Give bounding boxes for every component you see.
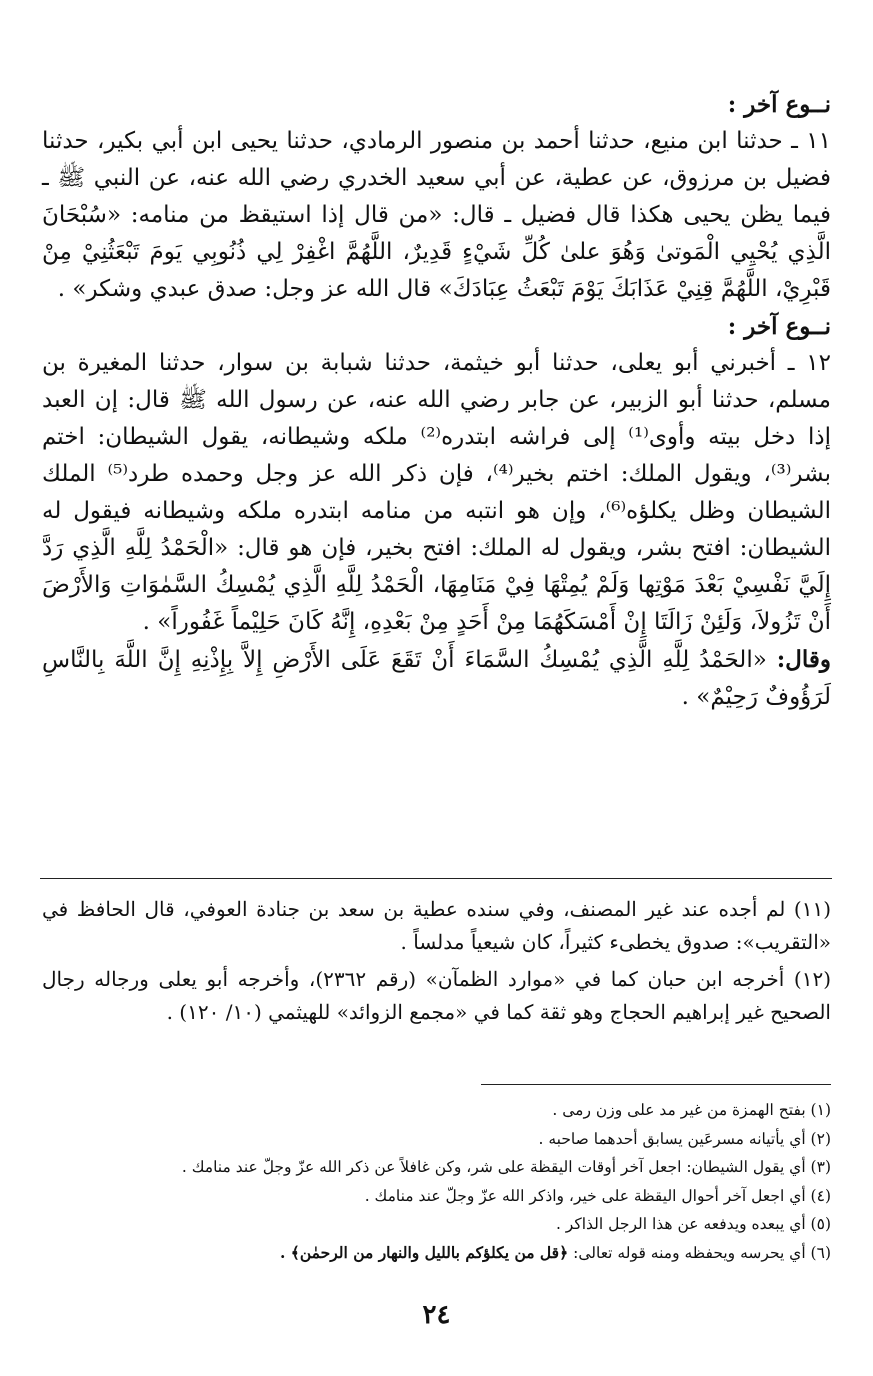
footnote-5: (٥) أي يبعده ويدفعه عن هذا الرجل الذاكر . (555, 1215, 831, 1233)
hadith-12-second-dua (42, 641, 831, 716)
footnote-1: (١) بفتح الهمزة من غير مد على وزن رمى . (552, 1101, 831, 1119)
footnote-6-quran-quote: ﴿قل من يكلؤكم بالليل والنهار من الرحمٰن﴾ . (280, 1242, 569, 1262)
main-text (42, 86, 831, 716)
footnote-6 (60, 1239, 831, 1268)
takhrij-note-12: (١٢) أخرجه ابن حبان كما في «موارد الظمآن» (رقم ٢٣٦٢)، وأخرجه أبو يعلى ورجاله رجال الصحيح غير إبراهيم الحجاج وهو ثقة كما في «مجمع الزوائد» للهيثمي (١٠/ ١٢٠) . (42, 967, 831, 1024)
hadith-12-second-text: «الحَمْدُ لِلَّهِ الَّذِي يُمْسِكُ السَّمَاءَ أَنْ تَقَعَ عَلَى الأَرْضِ إِلاَّ بِإِذْنِهِ إِنَّ اللَّهَ بِالنَّاسِ لَرَؤُوفٌ رَحِيْمٌ» . (42, 647, 831, 710)
hadith-12: ١٢ ـ أخبرني أبو يعلى، حدثنا أبو خيثمة، حدثنا شبابة بن سوار، حدثنا المغيرة بن مسلم، حدثنا أبو الزبير، عن جابر رضي الله عنه، عن رسول الله ﷺ قال: إن العبد إذا دخل بيته وأوى⁽¹⁾ إلى فراشه ابتدره⁽²⁾ ملكه وشيطانه، يقول الشيطان: اختم بشر⁽³⁾، ويقول الملك: اختم بخير⁽⁴⁾، فإن ذكر الله عز وجل وحمده طرد⁽⁵⁾ الملك الشيطان وظل يكلؤه⁽⁶⁾، وإن هو انتبه من منامه ابتدره ملكه وشيطانه فيقول له الشيطان: افتح بشر، ويقول له الملك: افتح بخير، فإن هو قال: «الْحَمْدُ لِلَّهِ الَّذِي رَدَّ إِلَيَّ نَفْسِيْ بَعْدَ مَوْتِها وَلَمْ يُمِتْهَا فِيْ مَنَامِهَا، الْحَمْدُ لِلَّهِ الَّذِي يُمْسِكُ السَّمٰوَاتِ وَالأَرْضَ أَنْ تَزُولاَ، وَلَئِنْ زَالَتَا إِنْ أَمْسَكَهُمَا مِنْ أَحَدٍ مِنْ بَعْدِهِ، إِنَّهُ كَانَ حَلِيْماً غَفُوراً» . (42, 350, 831, 635)
section-heading-1: نــوع آخر : (727, 91, 831, 118)
takhrij-note-11: (١١) لم أجده عند غير المصنف، وفي سنده عطية بن سعد بن جنادة العوفي، قال الحافظ في «التقريب»: صدوق يخطىء كثيراً، كان شيعياً مدلساً . (42, 897, 831, 954)
footnote-4: (٤) أي اجعل آخر أحوال اليقظة على خير، واذكر الله عزّ وجلّ عند منامك . (364, 1186, 831, 1205)
footnote-divider (481, 1084, 831, 1085)
footnote-6-lead: (٦) أي يحرسه ويحفظه ومنه قوله تعالى: (573, 1243, 831, 1262)
section-heading-2: نــوع آخر : (727, 313, 831, 340)
hadith-12-second-lead: وقال: (776, 646, 831, 673)
footnote-3: (٣) أي يقول الشيطان: اجعل آخر أوقات اليقظة على شر، وكن غافلاً عن ذكر الله عزّ وجلّ عند منامك . (181, 1158, 831, 1176)
page-number: ٢٤ (422, 1300, 451, 1330)
takhrij-notes (42, 893, 831, 1033)
hadith-11: ١١ ـ حدثنا ابن منيع، حدثنا أحمد بن منصور الرمادي، حدثنا يحيى ابن أبي بكير، حدثنا فضيل بن مرزوق، عن عطية، عن أبي سعيد الخدري رضي الله عنه، عن النبي ﷺ ـ فيما يظن يحيى هكذا قال فضيل ـ قال: «من قال إذا استيقظ من منامه: «سُبْحَانَ الَّذِي يُحْيِي الْمَوتىٰ وَهُوَ علىٰ كُلِّ شَيْءٍ قَدِيرٌ، اللَّهُمَّ اغْفِرْ لِي ذُنُوبِي يَومَ تَبْعَثُنِيْ مِنْ قَبْرِيْ، اللَّهُمَّ قِنِيْ عَذَابَكَ يَوْمَ تَبْعَثُ عِبَادَكَ» قال الله عز وجل: صدق عبدي وشكر» . (42, 128, 831, 302)
main-divider (40, 878, 832, 879)
footnote-2: (٢) أي يأتيانه مسرعَين يسابق أحدهما صاحبه . (538, 1129, 831, 1148)
footnotes (60, 1096, 831, 1267)
